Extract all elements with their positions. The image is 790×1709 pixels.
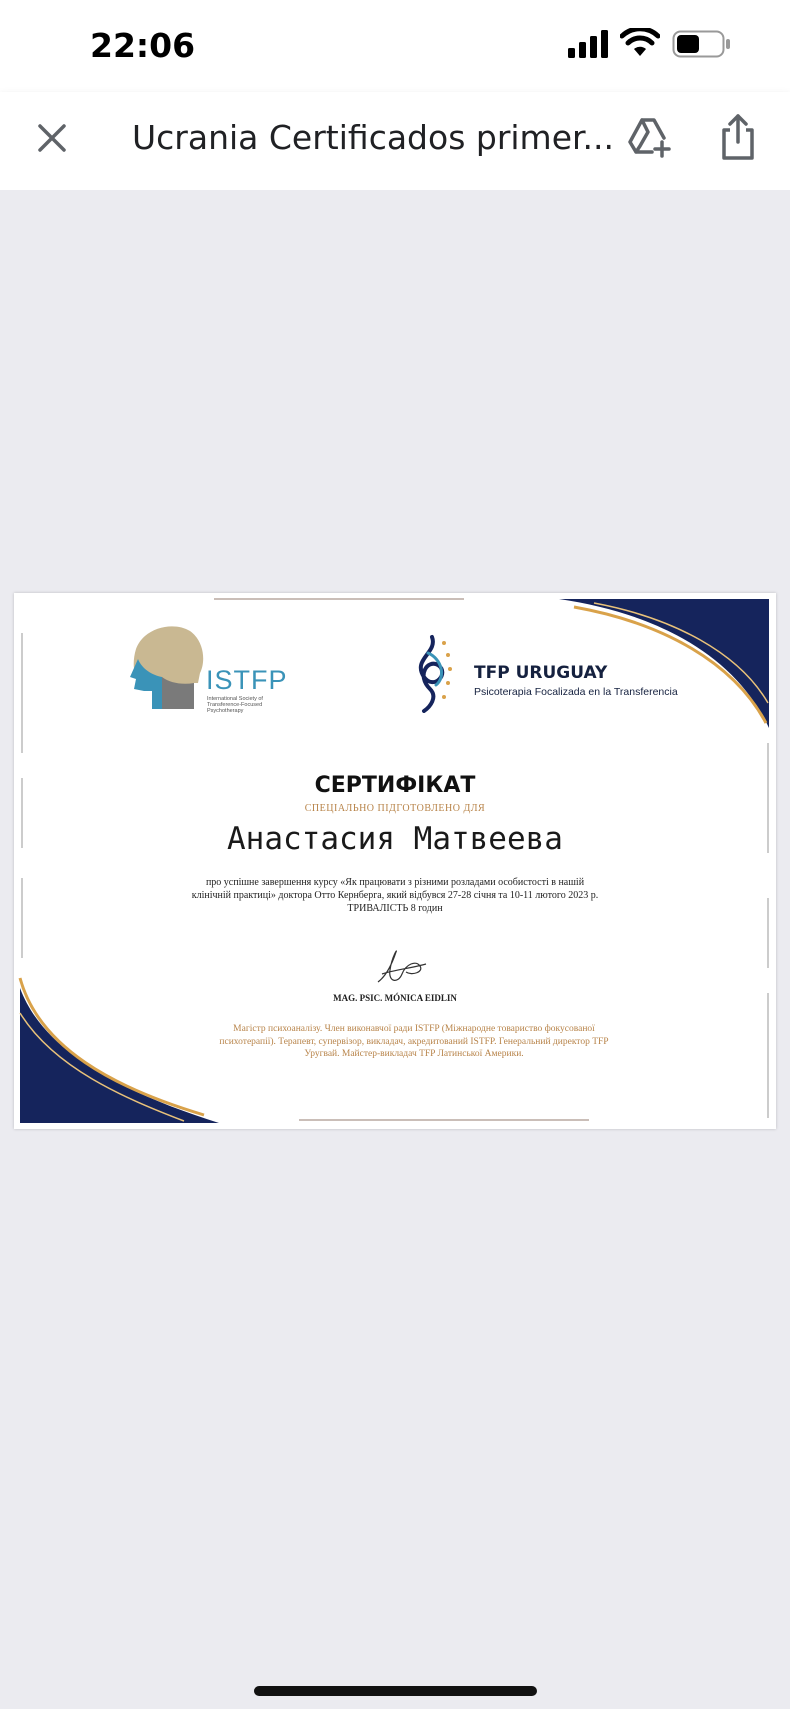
battery-icon — [672, 30, 732, 58]
tfp-uruguay-title: TFP URUGUAY — [474, 663, 608, 683]
signer-description — [214, 1023, 614, 1061]
certificate-body — [184, 876, 606, 915]
istfp-description: International Society of Transference-Focused Psychotherapy — [207, 696, 263, 714]
document-viewer[interactable] — [0, 190, 790, 1709]
certificate-heading: СЕРТИФІКАТ — [314, 773, 476, 798]
istfp-logo-text: ISTFP — [206, 665, 288, 695]
signer-name: MAG. PSIC. MÓNICA EIDLIN — [333, 993, 457, 1003]
signature — [372, 946, 432, 991]
certificate-body-line: про успішне завершення курсу «Як працювати з різними розладами особистості в нашій — [205, 877, 585, 888]
signer-description-line: Магістр психоаналізу. Член виконавчої ради ISTFP (Міжнародне товариство фокусованої — [233, 1024, 595, 1034]
add-to-drive-button[interactable] — [626, 114, 672, 160]
close-button[interactable] — [30, 116, 74, 160]
tfp-uruguay-subtitle: Psicoterapia Focalizada en la Transferencia — [474, 686, 678, 698]
wifi-icon — [620, 28, 660, 58]
status-bar — [0, 0, 790, 92]
certificate-subheading: СПЕЦІАЛЬНО ПІДГОТОВЛЕНО ДЛЯ — [304, 803, 486, 814]
close-icon — [30, 116, 74, 160]
home-indicator[interactable] — [254, 1686, 537, 1696]
add-to-drive-icon — [626, 114, 672, 160]
certificate-body-line: клінічній практиці» доктора Отто Кернберга, який відбувся 27-28 січня та 10-11 лютого 2023 р. — [191, 890, 599, 901]
signer-description-line: Уругвай. Майстер-викладач TFP Латинської Америки. — [304, 1049, 524, 1059]
status-time: 22:06 — [90, 26, 196, 65]
certificate-body-line: ТРИВАЛІСТЬ 8 годин — [347, 903, 443, 914]
signer-description-line: психотерапії). Терапевт, супервізор, викладач, акредитований ISTFP. Генеральний директор TFP — [219, 1036, 609, 1047]
cellular-signal-icon — [568, 30, 610, 58]
share-button[interactable] — [718, 112, 758, 162]
document-title: Ucrania Certificados primer... — [132, 118, 615, 157]
share-icon — [718, 112, 758, 162]
viewer-toolbar — [0, 92, 790, 190]
recipient-name: Анастасия Матвеева — [227, 821, 563, 857]
certificate-page — [14, 593, 776, 1129]
